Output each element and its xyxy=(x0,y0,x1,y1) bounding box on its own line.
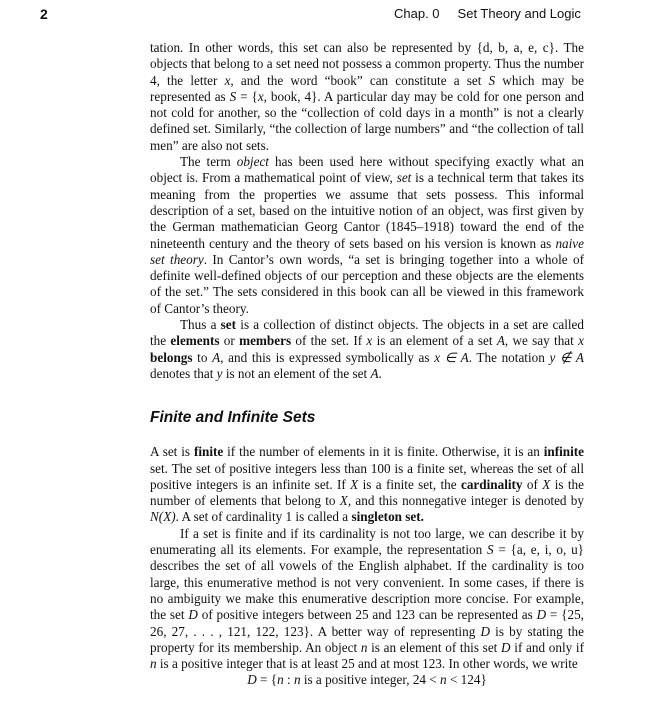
paragraph: tation. In other words, this set can also be represented by {d, b, a, e, c}. The objects that belong to a set need not possess a common property. Thus the number 4, the letter x, and the word “book” can constitute a set S which may be represented as S = {x, book, 4}. A particular day may be cold for one person and not cold for another, so the “collection of cold days in a month” is not a clearly defined set. Similarly, “the collection of large numbers” and “the collection of tall men” are also not sets. xyxy=(150,40,584,153)
display-equation: D = {n : n is a positive integer, 24 < n < 124} xyxy=(247,672,487,688)
chapter-label: Chap. 0 xyxy=(394,6,440,21)
page-number: 2 xyxy=(40,6,48,22)
section-heading: Finite and Infinite Sets xyxy=(150,409,316,427)
chapter-title: Set Theory and Logic xyxy=(457,6,581,21)
page-body xyxy=(150,40,584,689)
paragraph: A set is finite if the number of elements in it is finite. Otherwise, it is an infinite set. The set of positive integers less than 100 is a finite set, whereas the set of all positive integers is an infinite set. If X is a finite set, the cardinality of X is the number of elements that belong to X, and this nonnegative integer is denoted by N(X). A set of cardinality 1 is called a singleton set. xyxy=(150,444,584,525)
paragraph: Thus a set is a collection of distinct objects. The objects in a set are called the elements or members of the set. If x is an element of a set A, we say that x belongs to A, and this is expressed symbolically as x ∈ A. The notation y ∉ A denotes that y is not an element of the set A. xyxy=(150,317,584,381)
paragraph: The term object has been used here without specifying exactly what an object is. From a mathematical point of view, set is a technical term that takes its meaning from the properties we assume that sets possess. This informal description of a set, based on the intuitive notion of an object, was first given by the German mathematician Georg Cantor (1845–1918) toward the end of the nineteenth century and the theory of sets based on his version is known as naive set theory. In Cantor’s own words, “a set is bringing together into a whole of definite well-defined objects of our perception and these objects are the elements of the set.” The sets considered in this book can all be viewed in this framework of Cantor’s theory. xyxy=(150,154,584,316)
running-head xyxy=(394,6,584,21)
paragraph: If a set is finite and if its cardinality is not too large, we can describe it by enumerating all its elements. For example, the representation S = {a, e, i, o, u} describes the set of all vowels of the English alphabet. If the cardinality is too large, this enumerative method is not very convenient. In some cases, if there is no ambiguity we make this enumerative description more concise. For example, the set D of positive integers between 25 and 123 can be represented as D = {25, 26, 27, . . . , 121, 122, 123}. A better way of representing D is by stating the property for its membership. An object n is an element of this set D if and only if n is a positive integer that is at least 25 and at most 123. In other words, we write xyxy=(150,525,585,672)
